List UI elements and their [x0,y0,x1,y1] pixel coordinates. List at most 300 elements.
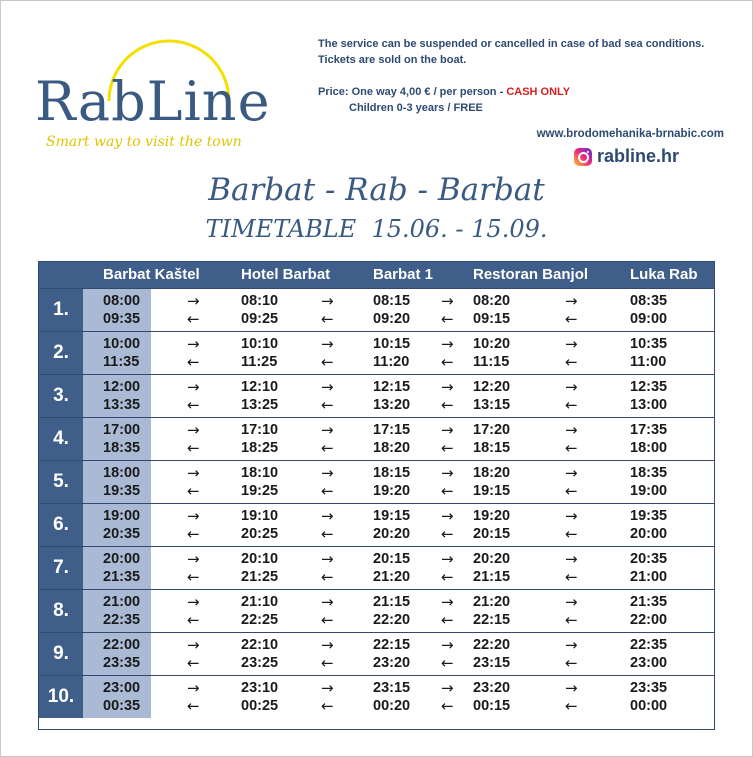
departure-time: 12:20 [473,379,511,395]
return-time: 18:15 [473,440,511,456]
departure-time: 18:35 [630,465,668,481]
row-number: 8. [39,590,83,632]
direction-arrows-icon [565,550,578,586]
arrow-right-icon: → [187,378,200,396]
return-time: 09:35 [103,311,141,327]
arrow-right-icon: → [321,593,334,611]
direction-arrows-icon [321,507,334,543]
timetable-table [38,261,715,730]
direction-arrows-icon [187,378,200,414]
return-time: 22:25 [241,612,279,628]
return-time: 21:35 [103,569,141,585]
arrow-right-icon: → [565,378,578,396]
arrow-right-icon: → [321,679,334,697]
return-time: 13:20 [373,397,411,413]
arrow-right-icon: → [321,378,334,396]
direction-arrows-icon [441,378,454,414]
departure-time: 21:00 [103,594,141,610]
time-cell [103,464,140,500]
departure-time: 12:15 [373,379,411,395]
time-cell [630,550,667,586]
time-cell [473,636,510,672]
direction-arrows-icon [321,550,334,586]
departure-time: 20:10 [241,551,279,567]
arrow-left-icon: ← [441,697,454,715]
arrow-left-icon: ← [441,482,454,500]
direction-arrows-icon [441,550,454,586]
departure-time: 08:15 [373,293,411,309]
time-cell [373,421,410,457]
time-cell [103,679,140,715]
arrow-left-icon: ← [187,353,200,371]
arrow-right-icon: → [321,335,334,353]
time-cell [630,292,667,328]
departure-time: 12:00 [103,379,141,395]
arrow-right-icon: → [441,507,454,525]
arrow-right-icon: → [187,593,200,611]
arrow-left-icon: ← [321,439,334,457]
arrow-right-icon: → [187,292,200,310]
time-cell [630,636,667,672]
time-cell [473,335,510,371]
time-cell [241,464,278,500]
time-cell [373,378,410,414]
return-time: 19:35 [103,483,141,499]
table-row [39,632,714,675]
time-cell [473,292,510,328]
departure-time: 22:10 [241,637,279,653]
time-cell [373,292,410,328]
direction-arrows-icon [441,679,454,715]
departure-time: 18:10 [241,465,279,481]
time-cell [473,550,510,586]
return-time: 18:20 [373,440,411,456]
time-cell [103,636,140,672]
arrow-right-icon: → [187,507,200,525]
direction-arrows-icon [187,507,200,543]
departure-time: 20:20 [473,551,511,567]
arrow-left-icon: ← [565,439,578,457]
direction-arrows-icon [187,550,200,586]
time-cell [241,378,278,414]
arrow-right-icon: → [187,550,200,568]
arrow-left-icon: ← [187,310,200,328]
return-time: 20:25 [241,526,279,542]
return-time: 13:00 [630,397,668,413]
direction-arrows-icon [441,593,454,629]
departure-time: 10:35 [630,336,668,352]
direction-arrows-icon [441,636,454,672]
direction-arrows-icon [321,464,334,500]
direction-arrows-icon [187,421,200,457]
arrow-left-icon: ← [565,654,578,672]
instagram-link[interactable] [574,146,679,167]
column-header: Barbat Kaštel [103,266,200,283]
direction-arrows-icon [321,378,334,414]
return-time: 19:00 [630,483,668,499]
departure-time: 21:35 [630,594,668,610]
time-cell [630,464,667,500]
arrow-right-icon: → [321,292,334,310]
departure-time: 17:10 [241,422,279,438]
direction-arrows-icon [565,292,578,328]
return-time: 13:25 [241,397,279,413]
return-time: 23:15 [473,655,511,671]
return-time: 00:00 [630,698,668,714]
direction-arrows-icon [565,679,578,715]
time-cell [241,550,278,586]
departure-time: 08:00 [103,293,141,309]
table-row [39,589,714,632]
time-cell [103,292,140,328]
direction-arrows-icon [321,292,334,328]
arrow-right-icon: → [441,421,454,439]
departure-time: 23:20 [473,680,511,696]
row-number: 9. [39,633,83,675]
return-time: 19:15 [473,483,511,499]
departure-time: 19:00 [103,508,141,524]
return-time: 11:25 [241,354,278,370]
time-cell [373,679,410,715]
arrow-right-icon: → [321,464,334,482]
row-number: 1. [39,289,83,331]
rabline-logo [31,23,291,158]
direction-arrows-icon [441,335,454,371]
direction-arrows-icon [565,335,578,371]
arrow-left-icon: ← [441,439,454,457]
time-cell [473,679,510,715]
departure-time: 23:10 [241,680,279,696]
arrow-right-icon: → [441,292,454,310]
return-time: 11:20 [373,354,410,370]
row-number: 10. [39,676,83,718]
departure-time: 23:15 [373,680,411,696]
departure-time: 10:00 [103,336,141,352]
arrow-left-icon: ← [321,697,334,715]
time-cell [373,335,410,371]
direction-arrows-icon [187,636,200,672]
time-cell [373,464,410,500]
arrow-right-icon: → [565,464,578,482]
time-cell [373,636,410,672]
departure-time: 10:10 [241,336,279,352]
return-time: 23:25 [241,655,279,671]
time-cell [241,335,278,371]
direction-arrows-icon [321,593,334,629]
departure-time: 18:00 [103,465,141,481]
arrow-right-icon: → [441,593,454,611]
table-row [39,546,714,589]
return-time: 23:00 [630,655,668,671]
arrow-left-icon: ← [321,396,334,414]
price-line [318,84,704,100]
arrow-left-icon: ← [441,310,454,328]
arrow-right-icon: → [441,335,454,353]
departure-time: 18:15 [373,465,411,481]
arrow-right-icon: → [321,421,334,439]
direction-arrows-icon [565,636,578,672]
direction-arrows-icon [565,593,578,629]
return-time: 18:35 [103,440,141,456]
arrow-right-icon: → [187,464,200,482]
arrow-left-icon: ← [441,396,454,414]
arrow-right-icon: → [441,378,454,396]
arrow-left-icon: ← [441,525,454,543]
return-time: 18:00 [630,440,668,456]
departure-time: 19:35 [630,508,668,524]
return-time: 20:15 [473,526,511,542]
logo-brand: RabLine [35,70,271,133]
arrow-right-icon: → [187,335,200,353]
arrow-left-icon: ← [321,654,334,672]
table-row [39,417,714,460]
direction-arrows-icon [441,421,454,457]
return-time: 09:15 [473,311,511,327]
arrow-left-icon: ← [187,654,200,672]
row-number: 4. [39,418,83,460]
arrow-right-icon: → [441,550,454,568]
arrow-left-icon: ← [187,396,200,414]
arrow-right-icon: → [321,550,334,568]
direction-arrows-icon [187,679,200,715]
departure-time: 17:00 [103,422,141,438]
departure-time: 22:35 [630,637,668,653]
departure-time: 10:15 [373,336,411,352]
return-time: 19:25 [241,483,279,499]
return-time: 20:00 [630,526,668,542]
table-row [39,503,714,546]
arrow-left-icon: ← [187,482,200,500]
time-cell [241,292,278,328]
return-time: 11:15 [473,354,510,370]
direction-arrows-icon [441,464,454,500]
time-cell [103,593,140,629]
arrow-right-icon: → [565,636,578,654]
return-time: 13:15 [473,397,511,413]
return-time: 18:25 [241,440,279,456]
arrow-left-icon: ← [321,525,334,543]
departure-time: 19:20 [473,508,511,524]
departure-time: 21:20 [473,594,511,610]
row-number: 7. [39,547,83,589]
arrow-right-icon: → [187,679,200,697]
table-row [39,675,714,718]
arrow-right-icon: → [565,421,578,439]
direction-arrows-icon [565,421,578,457]
arrow-right-icon: → [321,507,334,525]
direction-arrows-icon [321,421,334,457]
return-time: 09:00 [630,311,668,327]
return-time: 11:00 [630,354,667,370]
arrow-left-icon: ← [565,568,578,586]
row-number: 2. [39,332,83,374]
time-cell [103,550,140,586]
column-header: Restoran Banjol [473,266,589,283]
time-cell [373,550,410,586]
time-cell [473,507,510,543]
arrow-right-icon: → [187,421,200,439]
timetable-title: TIMETABLE 15.06. - 15.09. [205,215,548,243]
arrow-right-icon: → [441,679,454,697]
departure-time: 20:15 [373,551,411,567]
route-title: Barbat - Rab - Barbat [208,172,545,208]
arrow-right-icon: → [565,679,578,697]
arrow-right-icon: → [565,335,578,353]
info-line2: Tickets are sold on the boat. [318,54,467,66]
arrow-left-icon: ← [565,697,578,715]
direction-arrows-icon [187,335,200,371]
departure-time: 22:15 [373,637,411,653]
website-link[interactable]: www.brodomehanika-brnabic.com [536,128,724,140]
departure-time: 08:20 [473,293,511,309]
direction-arrows-icon [321,679,334,715]
departure-time: 18:20 [473,465,511,481]
time-cell [373,507,410,543]
logo-tagline: Smart way to visit the town [46,134,242,150]
time-cell [241,636,278,672]
column-header: Hotel Barbat [241,266,331,283]
arrow-left-icon: ← [565,525,578,543]
arrow-left-icon: ← [441,654,454,672]
departure-time: 17:20 [473,422,511,438]
column-header: Barbat 1 [373,266,434,283]
departure-time: 08:35 [630,293,668,309]
return-time: 22:00 [630,612,668,628]
table-row [39,288,714,331]
time-cell [241,507,278,543]
time-cell [103,421,140,457]
time-cell [473,464,510,500]
arrow-left-icon: ← [321,310,334,328]
return-time: 22:35 [103,612,141,628]
return-time: 20:20 [373,526,411,542]
column-header: Luka Rab [630,266,698,283]
time-cell [630,421,667,457]
arrow-left-icon: ← [441,568,454,586]
direction-arrows-icon [187,593,200,629]
time-cell [473,378,510,414]
instagram-handle: rabline.hr [596,146,679,166]
arrow-right-icon: → [565,292,578,310]
time-cell [373,593,410,629]
arrow-left-icon: ← [187,525,200,543]
time-cell [241,679,278,715]
departure-time: 19:15 [373,508,411,524]
cash-only-label: CASH ONLY [506,86,571,98]
table-row [39,460,714,503]
time-cell [473,421,510,457]
table-row [39,374,714,417]
arrow-left-icon: ← [321,611,334,629]
time-cell [473,593,510,629]
departure-time: 19:10 [241,508,279,524]
time-cell [630,335,667,371]
return-time: 11:35 [103,354,140,370]
departure-time: 21:15 [373,594,411,610]
price-text: Price: One way 4,00 € / per person - [318,86,507,98]
info-line1: The service can be suspended or cancelled in case of bad sea conditions. [318,38,705,50]
departure-time: 12:35 [630,379,668,395]
table-header [39,262,714,288]
arrow-left-icon: ← [565,482,578,500]
direction-arrows-icon [321,636,334,672]
departure-time: 21:10 [241,594,279,610]
departure-time: 22:20 [473,637,511,653]
return-time: 22:20 [373,612,411,628]
return-time: 21:25 [241,569,279,585]
departure-time: 12:10 [241,379,279,395]
arrow-right-icon: → [565,593,578,611]
direction-arrows-icon [321,335,334,371]
children-line: Children 0-3 years / FREE [349,102,483,114]
departure-time: 23:00 [103,680,141,696]
arrow-left-icon: ← [565,310,578,328]
return-time: 21:20 [373,569,411,585]
time-cell [630,507,667,543]
arrow-left-icon: ← [441,353,454,371]
time-cell [103,378,140,414]
return-time: 21:00 [630,569,668,585]
departure-time: 17:35 [630,422,668,438]
arrow-left-icon: ← [321,482,334,500]
departure-time: 20:35 [630,551,668,567]
arrow-right-icon: → [565,507,578,525]
departure-time: 08:10 [241,293,279,309]
return-time: 00:35 [103,698,141,714]
arrow-left-icon: ← [321,353,334,371]
return-time: 00:15 [473,698,511,714]
arrow-left-icon: ← [565,396,578,414]
time-cell [630,679,667,715]
return-time: 22:15 [473,612,511,628]
instagram-icon [574,148,592,166]
return-time: 20:35 [103,526,141,542]
arrow-right-icon: → [441,636,454,654]
table-row [39,331,714,374]
info-block [318,36,704,116]
direction-arrows-icon [565,464,578,500]
arrow-right-icon: → [441,464,454,482]
direction-arrows-icon [187,292,200,328]
arrow-left-icon: ← [565,353,578,371]
return-time: 21:15 [473,569,511,585]
row-number: 5. [39,461,83,503]
arrow-left-icon: ← [187,697,200,715]
direction-arrows-icon [565,507,578,543]
row-number: 6. [39,504,83,546]
departure-time: 10:20 [473,336,511,352]
return-time: 00:25 [241,698,279,714]
return-time: 23:20 [373,655,411,671]
return-time: 23:35 [103,655,141,671]
return-time: 19:20 [373,483,411,499]
arrow-left-icon: ← [187,439,200,457]
direction-arrows-icon [441,292,454,328]
arrow-right-icon: → [321,636,334,654]
arrow-left-icon: ← [187,611,200,629]
return-time: 13:35 [103,397,141,413]
direction-arrows-icon [565,378,578,414]
time-cell [241,421,278,457]
arrow-left-icon: ← [321,568,334,586]
time-cell [630,593,667,629]
return-time: 00:20 [373,698,411,714]
departure-time: 17:15 [373,422,411,438]
row-number: 3. [39,375,83,417]
departure-time: 22:00 [103,637,141,653]
arrow-left-icon: ← [187,568,200,586]
time-cell [103,335,140,371]
